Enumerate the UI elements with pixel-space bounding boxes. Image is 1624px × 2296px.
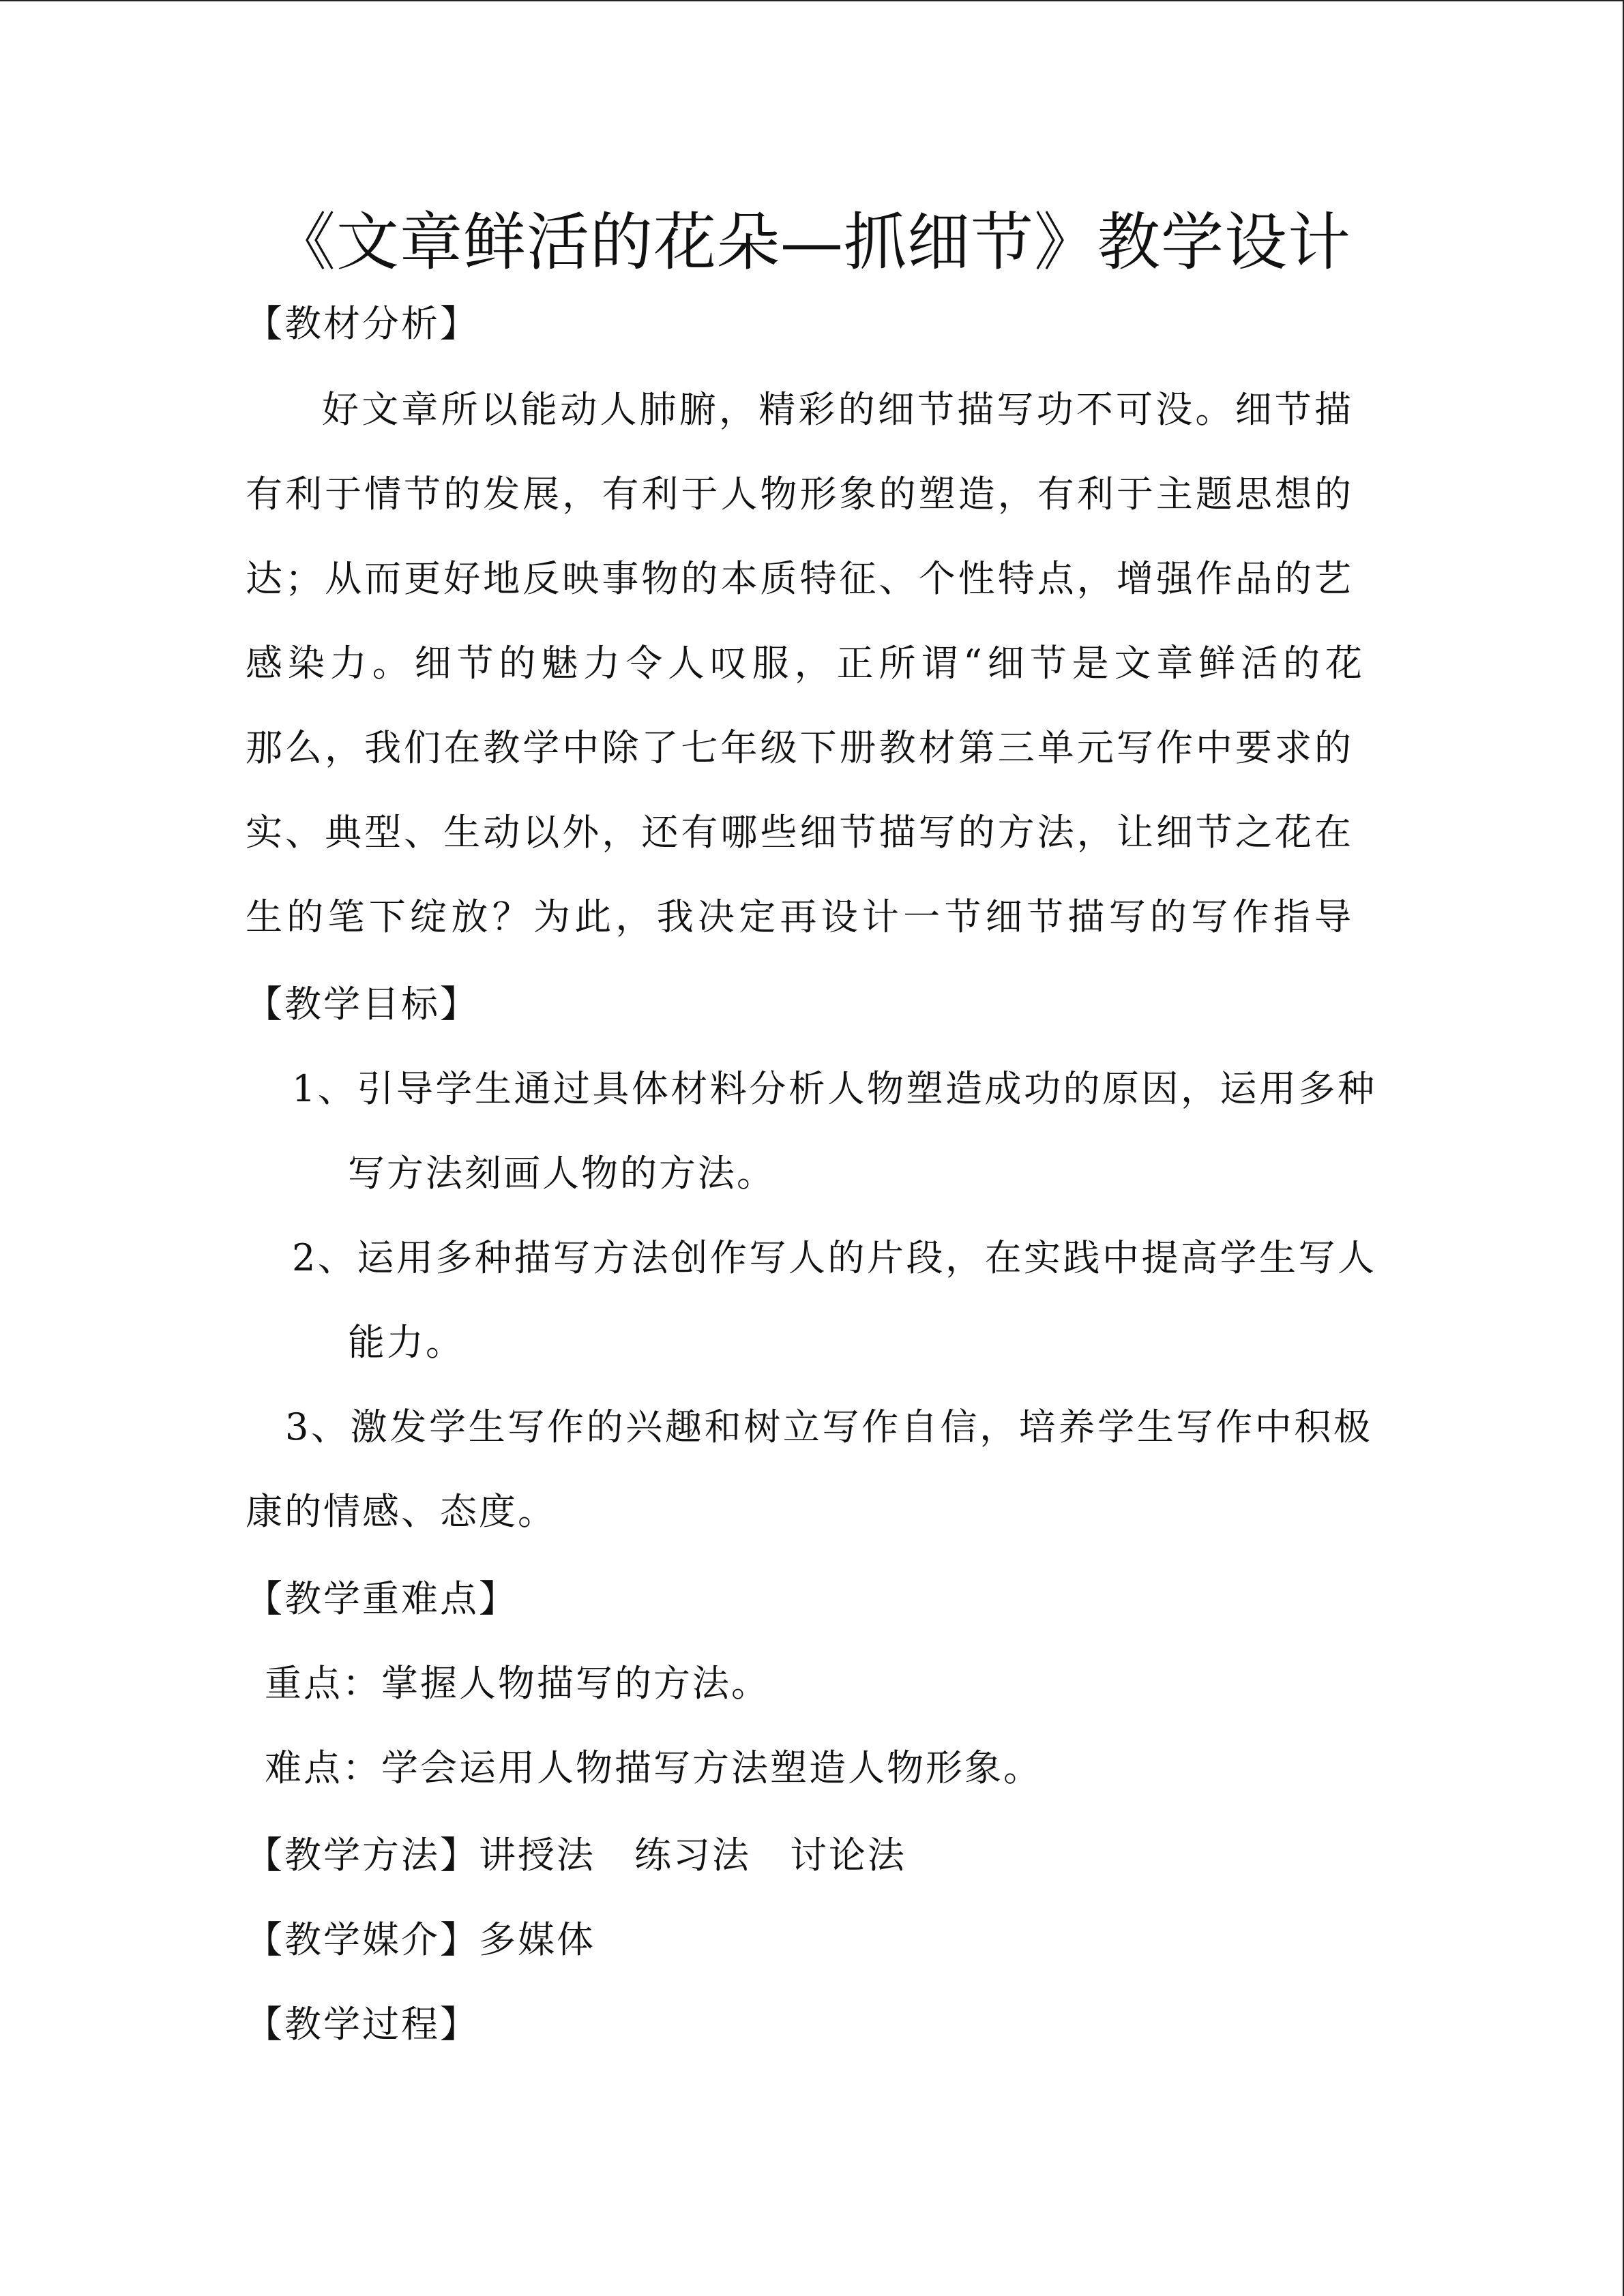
analysis-line-7: 生的笔下绽放？为此，我决定再设计一节细节描写的写作指导 bbox=[246, 895, 1353, 938]
analysis-line-6: 实、典型、生动以外，还有哪些细节描写的方法，让细节之花在 bbox=[246, 811, 1353, 854]
section-heading-analysis: 【教材分析】 bbox=[246, 302, 479, 345]
analysis-line-2: 有利于情节的发展，有利于人物形象的塑造，有利于主题思想的 bbox=[246, 473, 1353, 516]
analysis-line-1: 好文章所以能动人肺腑，精彩的细节描写功不可没。细节描 bbox=[322, 388, 1353, 431]
goal-item-1-line-1: 1、引导学生通过具体材料分析人物塑造成功的原因，运用多种 bbox=[292, 1067, 1376, 1110]
section-heading-process: 【教学过程】 bbox=[246, 2003, 479, 2046]
analysis-line-5: 那么，我们在教学中除了七年级下册教材第三单元写作中要求的 bbox=[246, 726, 1353, 769]
key-point-difficulty: 难点：学会运用人物描写方法塑造人物形象。 bbox=[265, 1746, 1042, 1789]
section-heading-media: 【教学媒介】 bbox=[246, 1918, 479, 1961]
media-value: 多媒体 bbox=[479, 1918, 595, 1961]
analysis-line-4: 感染力。细节的魅力令人叹服，正所谓“细节是文章鲜活的花 bbox=[246, 642, 1364, 685]
key-point-focus: 重点：掌握人物描写的方法。 bbox=[265, 1662, 770, 1705]
goal-item-3-line-1: 3、激发学生写作的兴趣和树立写作自信，培养学生写作中积极 bbox=[285, 1405, 1372, 1448]
section-heading-key-points: 【教学重难点】 bbox=[246, 1577, 518, 1620]
document-title: 《文章鲜活的花朵—抓细节》教学设计 bbox=[272, 206, 1351, 279]
goal-item-2-line-2: 能力。 bbox=[348, 1321, 464, 1364]
methods-row bbox=[246, 1825, 906, 1886]
media-row bbox=[246, 1909, 595, 1971]
section-heading-goals: 【教学目标】 bbox=[246, 983, 479, 1026]
section-heading-methods: 【教学方法】 bbox=[246, 1834, 479, 1877]
goal-item-2-line-1: 2、运用多种描写方法创作写人的片段，在实践中提高学生写人 bbox=[292, 1236, 1376, 1279]
goal-item-3-line-2: 康的情感、态度。 bbox=[246, 1490, 557, 1533]
goal-item-1-line-2: 写方法刻画人物的方法。 bbox=[348, 1152, 776, 1195]
analysis-line-3: 达；从而更好地反映事物的本质特征、个性特点，增强作品的艺 bbox=[246, 557, 1353, 600]
methods-value: 讲授法 练习法 讨论法 bbox=[479, 1834, 906, 1877]
